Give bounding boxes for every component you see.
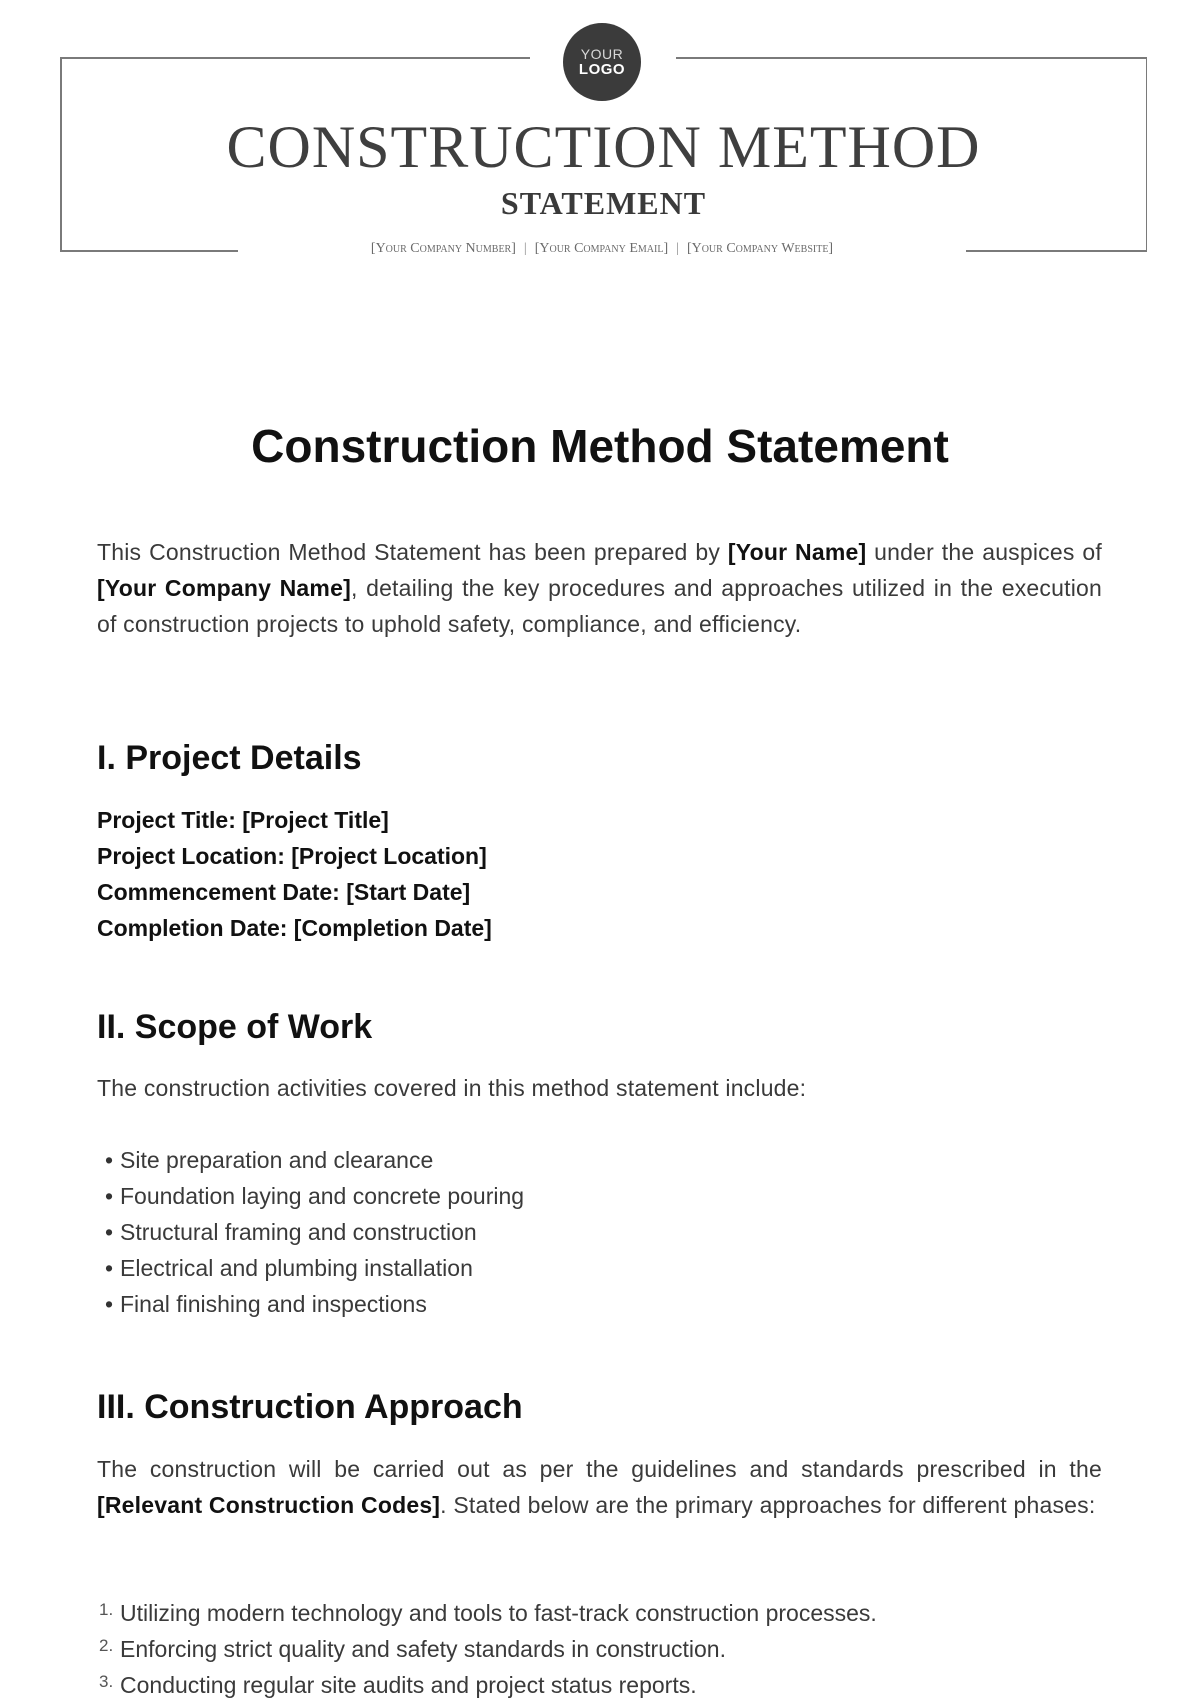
- section-heading-construction-approach: III. Construction Approach: [97, 1388, 523, 1426]
- intro-paragraph: [97, 534, 1102, 642]
- header-frame-bottom-left: [60, 250, 238, 252]
- logo-line-2: LOGO: [578, 61, 626, 78]
- contact-separator: |: [523, 241, 527, 256]
- list-item: • Electrical and plumbing installation: [97, 1250, 524, 1286]
- list-item: [97, 1595, 877, 1631]
- intro-your-name: [Your Name]: [727, 539, 867, 565]
- company-number: [Your Company Number]: [370, 241, 516, 256]
- brand-subtitle: STATEMENT: [500, 185, 707, 221]
- project-title-line: Project Title: [Project Title]: [97, 807, 389, 833]
- approach-list: [97, 1595, 877, 1703]
- list-item-text: Utilizing modern technology and tools to fast-track construction processes.: [120, 1600, 877, 1626]
- intro-text-2: under the auspices of: [866, 539, 1102, 565]
- completion-date-line: Completion Date: [Completion Date]: [97, 915, 492, 941]
- header-frame-bottom-right: [966, 250, 1147, 252]
- list-item-text: Enforcing strict quality and safety standards in construction.: [120, 1636, 726, 1662]
- list-item-text: Conducting regular site audits and project status reports.: [120, 1672, 697, 1698]
- project-details-list: [97, 802, 492, 946]
- list-item: • Site preparation and clearance: [97, 1142, 524, 1178]
- header-frame-top-right: [676, 57, 1147, 59]
- list-number: 1.: [99, 1600, 114, 1619]
- list-item: [97, 1667, 877, 1703]
- section-heading-project-details: I. Project Details: [97, 739, 362, 777]
- list-item: • Structural framing and construction: [97, 1214, 524, 1250]
- company-logo: [563, 23, 641, 101]
- approach-codes: [Relevant Construction Codes]: [97, 1492, 441, 1518]
- company-email: [Your Company Email]: [534, 241, 669, 256]
- list-item: • Final finishing and inspections: [97, 1286, 524, 1322]
- document-title: Construction Method Statement: [251, 420, 949, 472]
- scope-intro: The construction activities covered in this method statement include:: [97, 1075, 807, 1101]
- intro-company-name: [Your Company Name]: [97, 575, 351, 601]
- approach-text-2: . Stated below are the primary approaches for different phases:: [440, 1492, 1096, 1518]
- list-item: • Foundation laying and concrete pouring: [97, 1178, 524, 1214]
- commencement-date-line: Commencement Date: [Start Date]: [97, 879, 471, 905]
- document-body: [97, 534, 1102, 1698]
- approach-intro: [97, 1451, 1102, 1523]
- approach-text-1: The construction will be carried out as per the guidelines and standards prescribed in the: [97, 1456, 1102, 1482]
- brand-title: CONSTRUCTION METHOD: [226, 114, 981, 180]
- intro-text-3: , detailing the key procedures and approaches utilized in the execution of construction projects to uphold safety, compliance, and efficiency.: [97, 575, 1102, 637]
- header-frame-top-left: [60, 57, 530, 59]
- company-website: [Your Company Website]: [686, 241, 834, 256]
- scope-list: [97, 1142, 524, 1322]
- company-contact-line: [240, 239, 964, 259]
- list-number: 2.: [99, 1636, 114, 1655]
- section-heading-scope-of-work: II. Scope of Work: [97, 1008, 373, 1046]
- contact-separator: |: [676, 241, 679, 256]
- logo-line-1: YOUR: [580, 46, 624, 62]
- list-number: 3.: [99, 1672, 114, 1691]
- list-item: [97, 1631, 877, 1667]
- intro-text-1: This Construction Method Statement has been prepared by: [97, 539, 728, 565]
- project-location-line: Project Location: [Project Location]: [97, 843, 487, 869]
